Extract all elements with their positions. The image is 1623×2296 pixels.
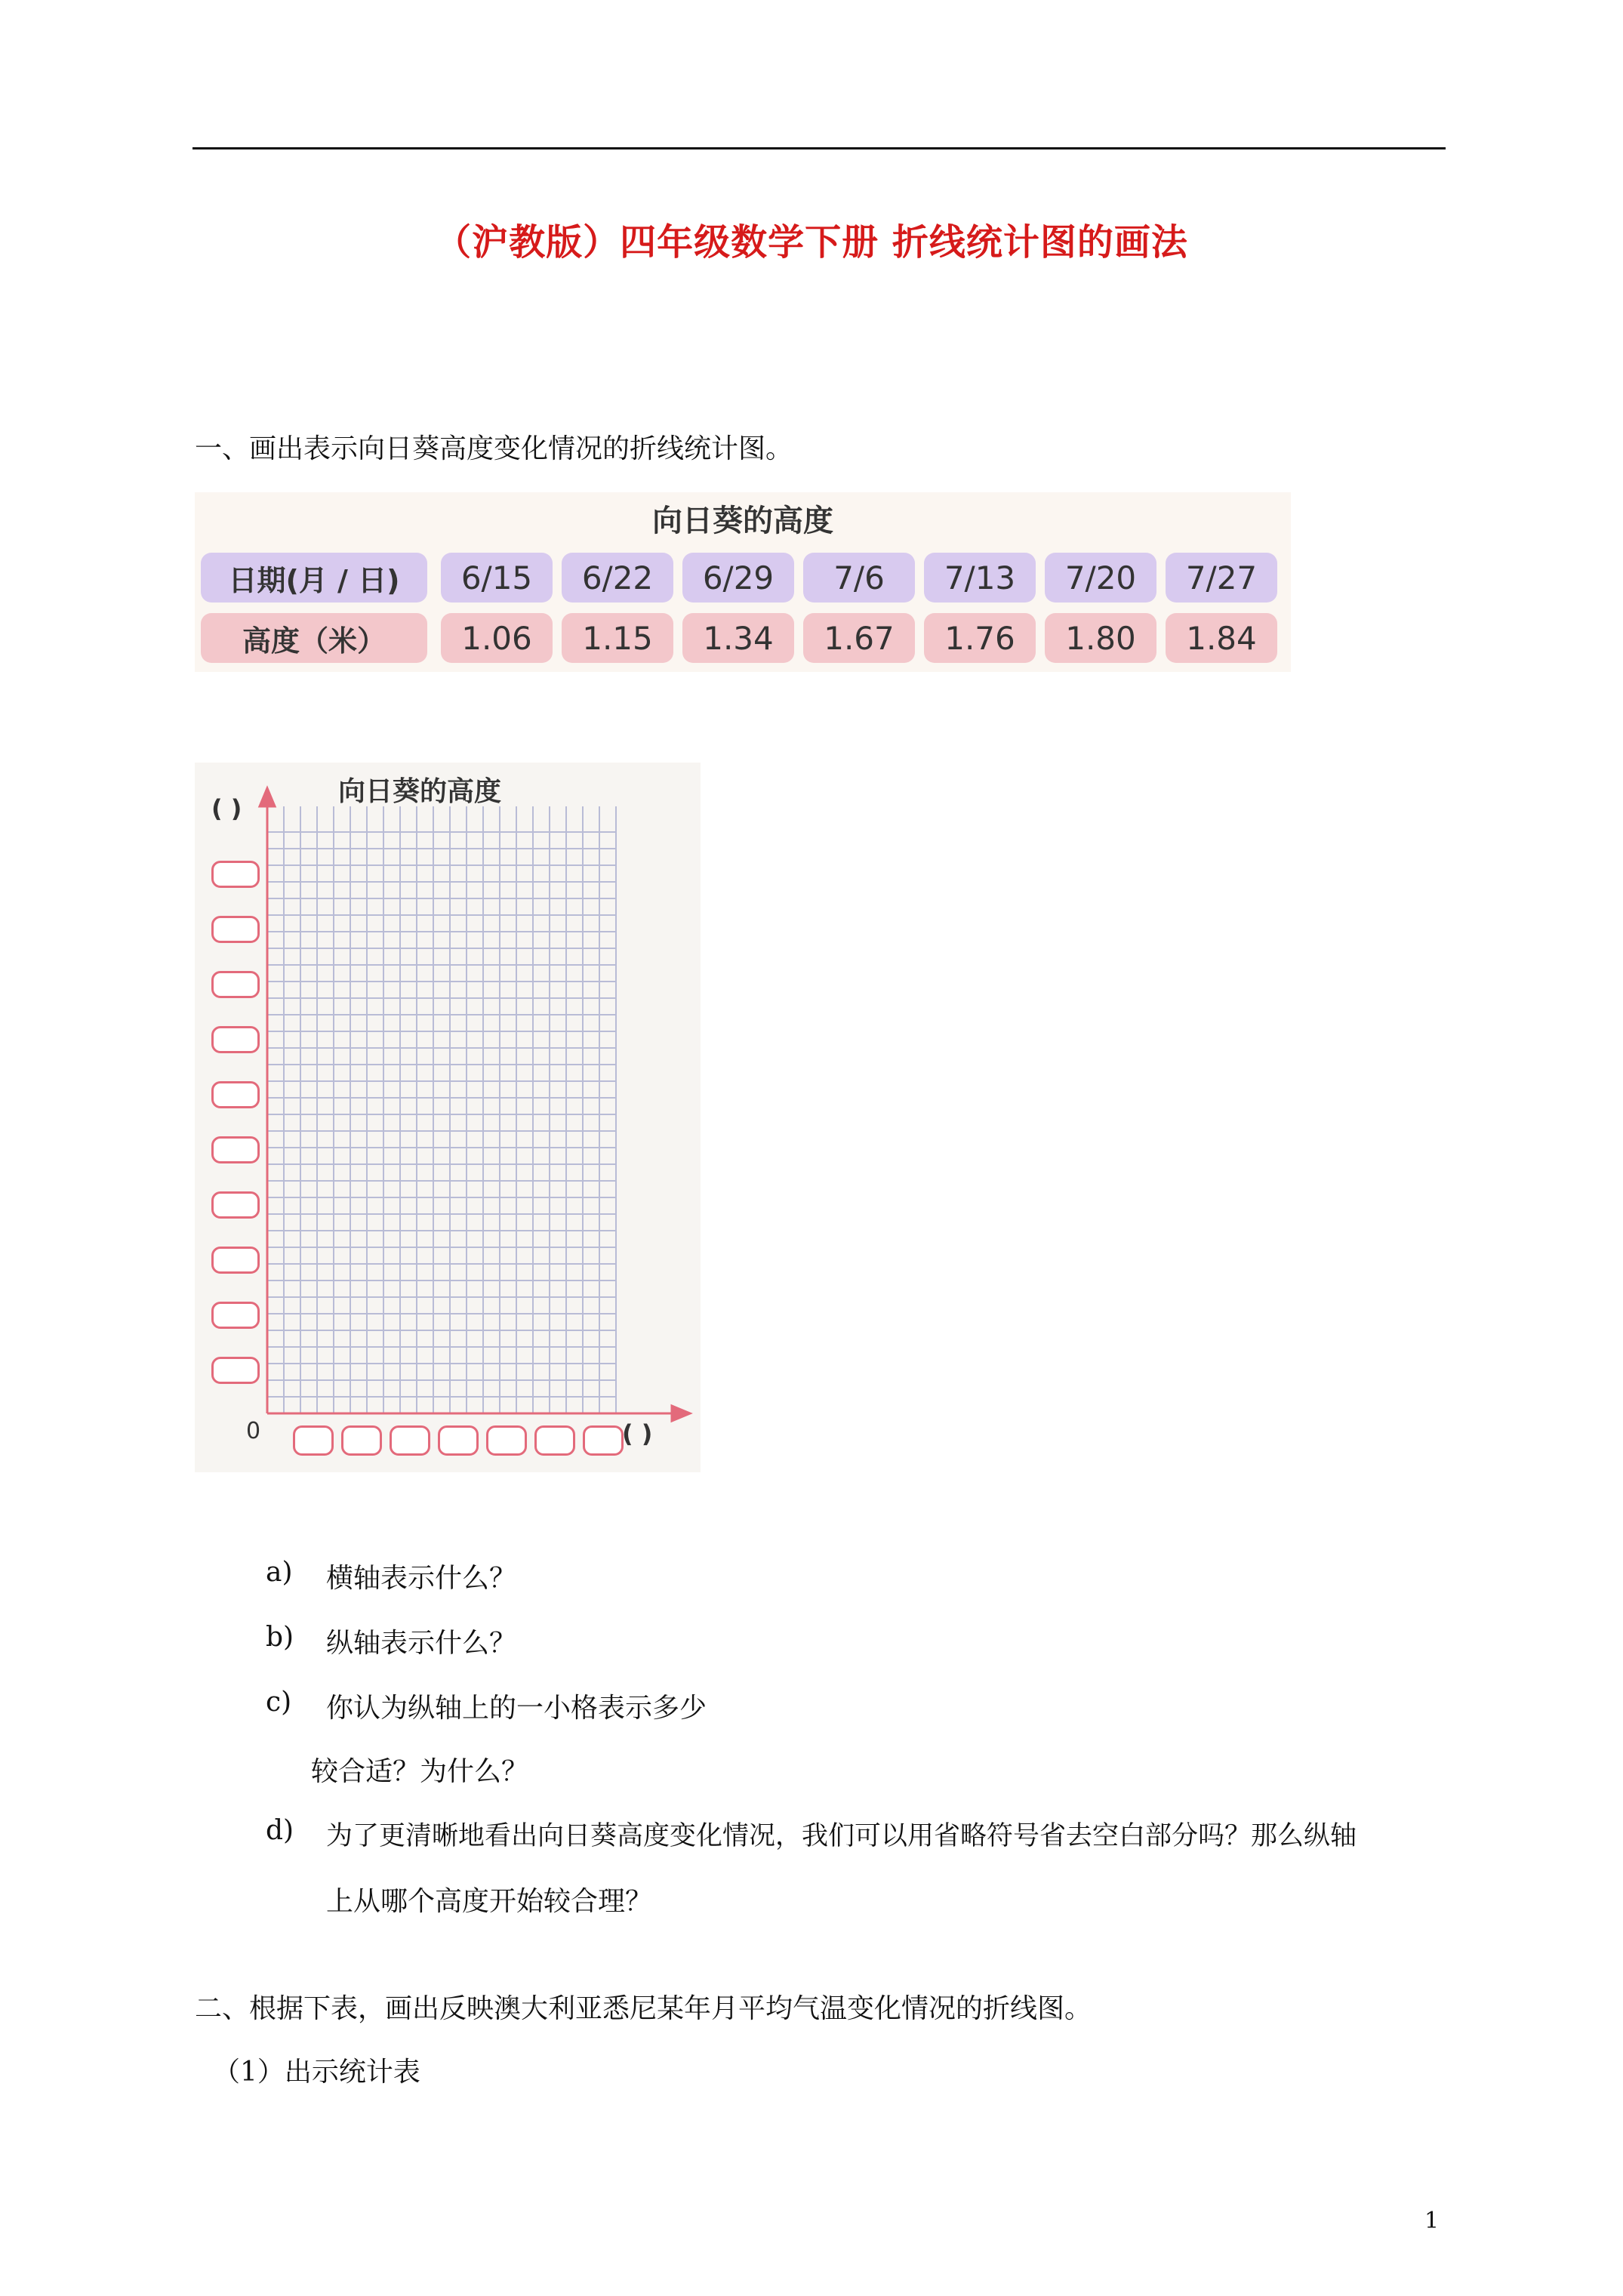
axes — [260, 788, 690, 1421]
header-rule — [192, 147, 1446, 149]
table-title: 向日葵的高度 — [652, 504, 833, 538]
row-header-height: 高度（米） — [201, 613, 427, 663]
x-axis-unit: ( ) — [622, 1419, 653, 1448]
height-cell: 1.34 — [682, 613, 794, 663]
x-label-box[interactable] — [390, 1425, 430, 1456]
y-label-box[interactable] — [211, 971, 260, 998]
y-label-box[interactable] — [211, 1026, 260, 1053]
date-cell: 6/15 — [441, 553, 553, 603]
question-label: a) — [266, 1557, 293, 1588]
question-text: 你认为纵轴上的一小格表示多少 — [326, 1693, 707, 1724]
y-label-box[interactable] — [211, 916, 260, 943]
question-d-continued: 上从哪个高度开始较合理？ — [326, 1886, 653, 1917]
grid-title: 向日葵的高度 — [338, 776, 502, 807]
question-label: b) — [266, 1622, 294, 1653]
section1-heading: 一、画出表示向日葵高度变化情况的折线统计图。 — [195, 433, 793, 464]
height-cell: 1.06 — [441, 613, 553, 663]
date-cell: 6/22 — [562, 553, 673, 603]
height-cell: 1.84 — [1166, 613, 1277, 663]
y-label-box[interactable] — [211, 1247, 260, 1274]
y-label-box[interactable] — [211, 1081, 260, 1108]
sunflower-data-table — [195, 492, 1291, 672]
question-text: 横轴表示什么？ — [326, 1563, 517, 1594]
section2-subheading: （1）出示统计表 — [213, 2057, 420, 2088]
y-label-box[interactable] — [211, 1302, 260, 1329]
grid-verticals — [284, 806, 616, 1413]
y-label-box[interactable] — [211, 1191, 260, 1219]
date-cell: 6/29 — [682, 553, 794, 603]
y-label-box[interactable] — [211, 1357, 260, 1384]
height-cell: 1.15 — [562, 613, 673, 663]
page-title: （沪教版）四年级数学下册 折线统计图的画法 — [435, 221, 1188, 264]
x-label-box[interactable] — [438, 1425, 479, 1456]
x-axis-arrow-icon — [672, 1406, 690, 1421]
height-cell: 1.80 — [1045, 613, 1156, 663]
y-axis-arrow-icon — [260, 788, 275, 806]
section2-heading: 二、根据下表，画出反映澳大利亚悉尼某年月平均气温变化情况的折线图。 — [195, 1993, 1092, 2024]
blank-line-chart-grid — [195, 763, 701, 1472]
date-cell: 7/13 — [924, 553, 1036, 603]
question-label: c) — [266, 1687, 292, 1718]
question-text: 为了更清晰地看出向日葵高度变化情况，我们可以用省略符号省去空白部分吗？那么纵轴 — [326, 1821, 1357, 1851]
x-label-box[interactable] — [534, 1425, 575, 1456]
x-label-box[interactable] — [341, 1425, 382, 1456]
x-label-box[interactable] — [583, 1425, 624, 1456]
x-label-box[interactable] — [486, 1425, 527, 1456]
origin-label: 0 — [246, 1418, 261, 1444]
question-c-continued: 较合适？为什么？ — [311, 1756, 529, 1787]
question-text: 纵轴表示什么？ — [326, 1628, 517, 1659]
y-label-box[interactable] — [211, 1136, 260, 1163]
date-cell: 7/6 — [803, 553, 915, 603]
grid-horizontals — [267, 832, 616, 1397]
question-label: d) — [266, 1815, 294, 1846]
row-header-date: 日期(月 / 日) — [201, 553, 427, 603]
page-number: 1 — [1424, 2208, 1440, 2234]
x-label-box[interactable] — [293, 1425, 334, 1456]
grid-lines — [195, 763, 701, 1472]
y-axis-unit: ( ) — [211, 794, 242, 823]
height-cell: 1.67 — [803, 613, 915, 663]
date-cell: 7/20 — [1045, 553, 1156, 603]
y-label-box[interactable] — [211, 861, 260, 888]
date-cell: 7/27 — [1166, 553, 1277, 603]
height-cell: 1.76 — [924, 613, 1036, 663]
